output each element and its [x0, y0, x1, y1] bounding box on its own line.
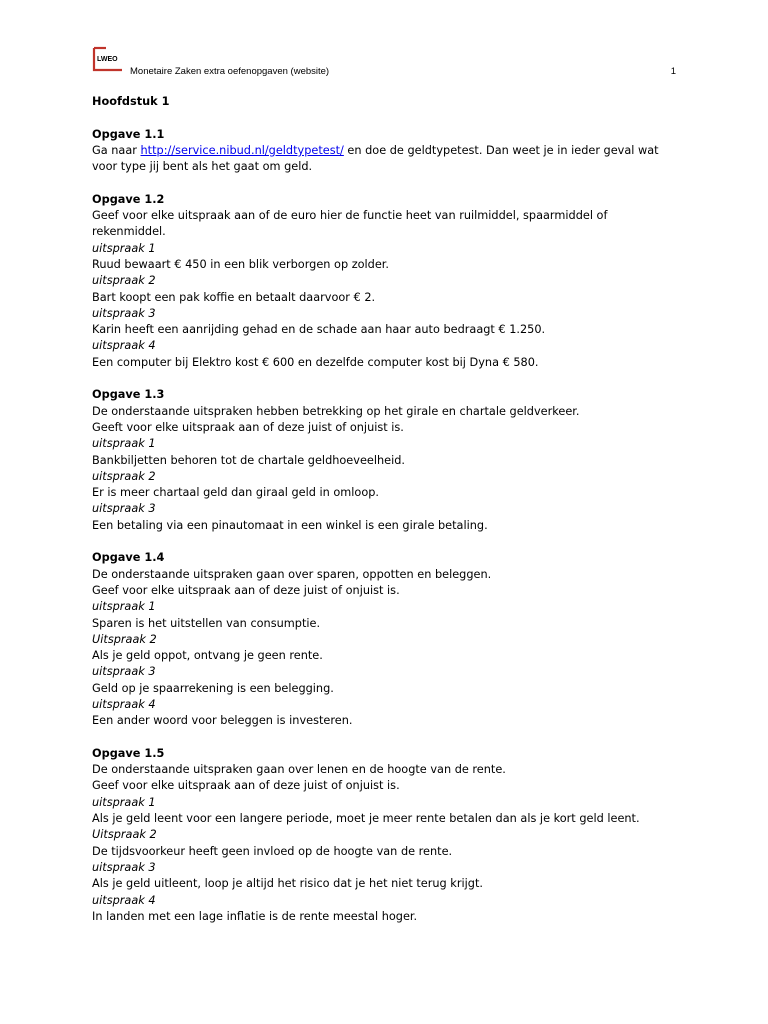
statement-text: Een computer bij Elektro kost € 600 en dezelfde computer kost bij Dyna € 580. — [92, 355, 539, 369]
logo-text: LWEO — [97, 56, 118, 63]
statement-text: Karin heeft een aanrijding gehad en de schade aan haar auto bedraagt € 1.250. — [92, 323, 546, 337]
exercise-intro: De onderstaande uitspraken gaan over sparen, oppotten en beleggen. — [92, 567, 492, 581]
statement-label: uitspraak 4 — [92, 339, 156, 353]
statement-text: Er is meer chartaal geld dan giraal geld in omloop. — [92, 486, 380, 500]
statement-label: uitspraak 1 — [92, 241, 156, 255]
statement-label: uitspraak 1 — [92, 437, 156, 451]
geldtypetest-link[interactable]: http://service.nibud.nl/geldtypetest/ — [140, 143, 344, 157]
exercise-intro: Geef voor elke uitspraak aan of deze juist of onjuist is. — [92, 583, 400, 597]
statement-label: Uitspraak 2 — [92, 632, 157, 646]
statement-label: uitspraak 2 — [92, 274, 156, 288]
exercise-intro: De onderstaande uitspraken gaan over lenen en de hoogte van de rente. — [92, 763, 506, 777]
exercise-text — [92, 143, 692, 159]
exercise-title: Opgave 1.2 — [92, 192, 165, 206]
statement-text: Een ander woord voor beleggen is investeren. — [92, 714, 353, 728]
exercise-title: Opgave 1.5 — [92, 746, 165, 760]
statement-label: uitspraak 3 — [92, 860, 156, 874]
statement-label: uitspraak 3 — [92, 502, 156, 516]
exercise-intro: Geeft voor elke uitspraak aan of deze juist of onjuist is. — [92, 420, 404, 434]
statement-label: Uitspraak 2 — [92, 828, 157, 842]
statement-label: uitspraak 3 — [92, 665, 156, 679]
statement-label: uitspraak 1 — [92, 600, 156, 614]
statement-text: Een betaling via een pinautomaat in een winkel is een girale betaling. — [92, 518, 488, 532]
statement-label: uitspraak 3 — [92, 306, 156, 320]
statement-text: Als je geld leent voor een langere periode, moet je meer rente betalen dan als je kort geld leent. — [92, 812, 640, 826]
exercise-intro: Geef voor elke uitspraak aan of de euro hier de functie heet van ruilmiddel, spaarmiddel of — [92, 209, 608, 223]
exercise-intro: De onderstaande uitspraken hebben betrekking op het girale en chartale geldverkeer. — [92, 404, 580, 418]
statement-label: uitspraak 2 — [92, 469, 156, 483]
text-fragment: Ga naar — [92, 143, 141, 157]
exercise-title: Opgave 1.4 — [92, 551, 165, 565]
exercise-intro: rekenmiddel. — [92, 225, 166, 239]
page-header — [92, 46, 678, 78]
statement-label: uitspraak 4 — [92, 893, 156, 907]
exercise-title: Opgave 1.1 — [92, 127, 165, 141]
statement-label: uitspraak 4 — [92, 697, 156, 711]
statement-text: Als je geld uitleent, loop je altijd het risico dat je het niet terug krijgt. — [92, 877, 483, 891]
chapter-heading: Hoofdstuk 1 — [92, 95, 170, 108]
exercise-title: Opgave 1.3 — [92, 388, 165, 402]
exercise-intro: Geef voor elke uitspraak aan of deze juist of onjuist is. — [92, 779, 400, 793]
statement-text: De tijdsvoorkeur heeft geen invloed op de hoogte van de rente. — [92, 844, 453, 858]
page-number: 1 — [670, 66, 676, 77]
document-title: Monetaire Zaken extra oefenopgaven (website) — [130, 66, 330, 77]
statement-text: In landen met een lage inflatie is de rente meestal hoger. — [92, 909, 418, 923]
document-body — [92, 94, 692, 925]
statement-text: Sparen is het uitstellen van consumptie. — [92, 616, 321, 630]
statement-text: Ruud bewaart € 450 in een blik verborgen op zolder. — [92, 257, 390, 271]
statement-text: Bart koopt een pak koffie en betaalt daarvoor € 2. — [92, 290, 376, 304]
statement-text: Geld op je spaarrekening is een belegging. — [92, 681, 334, 695]
statement-text: Bankbiljetten behoren tot de chartale geldhoeveelheid. — [92, 453, 405, 467]
text-fragment: en doe de geldtypetest. Dan weet je in ieder geval wat — [343, 143, 659, 157]
statement-text: Als je geld oppot, ontvang je geen rente. — [92, 649, 323, 663]
exercise-text: voor type jij bent als het gaat om geld. — [92, 160, 313, 174]
lweo-logo — [92, 46, 124, 72]
statement-label: uitspraak 1 — [92, 795, 156, 809]
